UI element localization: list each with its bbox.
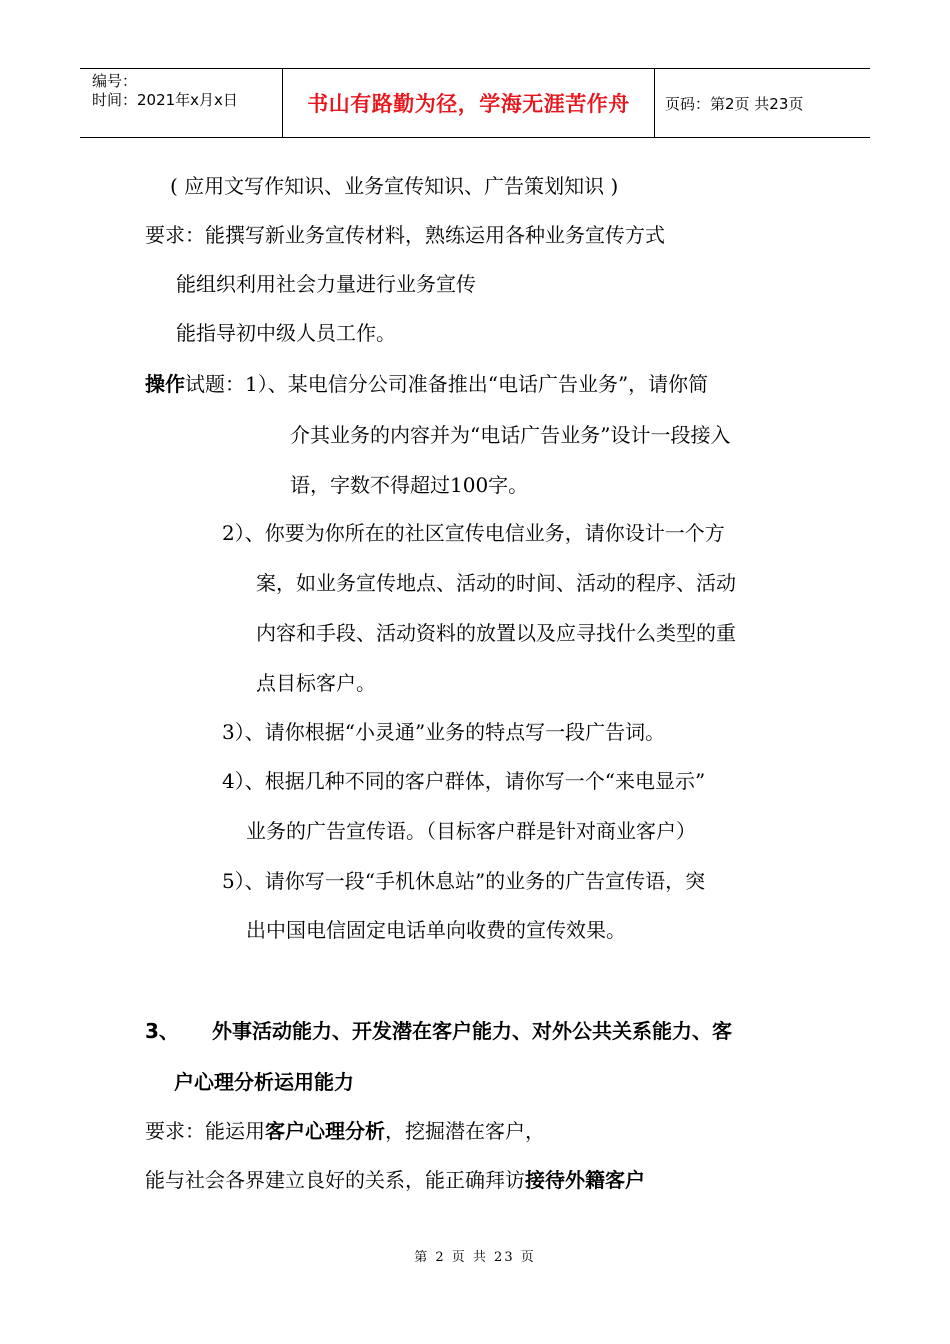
req-bold-customer-psychology: 客户心理分析 <box>265 1119 385 1143</box>
knowledge-line: ( 应用文写作知识、业务宣传知识、广告策划知识 ) <box>170 174 619 198</box>
question-1-cont-1: 介其业务的内容并为“电话广告业务”设计一段接入 <box>290 423 731 447</box>
requirement-line-3: 能指导初中级人员工作。 <box>176 321 396 345</box>
req-text-c: ，挖掘潜在客户， <box>385 1119 545 1143</box>
section-3-heading-cont: 户心理分析运用能力 <box>174 1070 354 1094</box>
question-2-cont-3: 点目标客户。 <box>256 671 376 695</box>
question-5: 5）、请你写一段“手机休息站”的业务的广告宣传语，突 <box>222 869 706 893</box>
req2-text-a: 能与社会各界建立良好的关系，能正确拜访 <box>145 1168 525 1192</box>
page-footer: 第 2 页 共 23 页 <box>414 1250 536 1265</box>
requirement-line-2: 能组织利用社会力量进行业务宣传 <box>176 272 476 296</box>
question-3: 3）、请你根据“小灵通”业务的特点写一段广告词。 <box>222 720 666 744</box>
time-label: 时间：2021年x月x日 <box>92 91 238 109</box>
section-3-heading: 外事活动能力、开发潜在客户能力、对外公共关系能力、客 <box>212 1019 732 1043</box>
requirement-line-1: 要求：能撰写新业务宣传材料，熟练运用各种业务宣传方式 <box>145 223 665 247</box>
number-label: 编号： <box>92 72 138 90</box>
req-text-a: 要求：能运用 <box>145 1119 265 1143</box>
question-4-cont: 业务的广告宣传语。（目标客户群是针对商业客户） <box>246 819 696 843</box>
motto-text: 书山有路勤为径，学海无涯苦作舟 <box>307 92 630 116</box>
header-page-cell <box>655 69 870 137</box>
requirement-section-3-line-1 <box>145 1117 545 1145</box>
question-2: 2）、你要为你所在的社区宣传电信业务，请你设计一个方 <box>222 521 725 545</box>
question-1-text: 试题：1）、某电信分公司准备推出“电话广告业务”，请你简 <box>185 372 709 396</box>
operation-question-1 <box>145 370 708 398</box>
requirement-section-3-line-2 <box>145 1166 645 1194</box>
question-5-cont: 出中国电信固定电话单向收费的宣传效果。 <box>246 918 626 942</box>
question-1-cont-2: 语，字数不得超过100字。 <box>290 473 529 497</box>
question-4: 4）、根据几种不同的客户群体，请你写一个“来电显示” <box>222 769 706 793</box>
req2-bold-foreign-clients: 接待外籍客户 <box>525 1168 645 1192</box>
question-2-cont-2: 内容和手段、活动资料的放置以及应寻找什么类型的重 <box>256 621 736 645</box>
page-header <box>80 68 870 138</box>
operation-label: 操作 <box>145 372 185 396</box>
header-motto-cell <box>283 69 655 137</box>
section-3-number: 3、 <box>145 1019 179 1043</box>
page-info: 页码：第2页 共23页 <box>665 94 804 113</box>
question-2-cont-1: 案，如业务宣传地点、活动的时间、活动的程序、活动 <box>256 571 736 595</box>
header-meta-cell <box>80 69 283 137</box>
